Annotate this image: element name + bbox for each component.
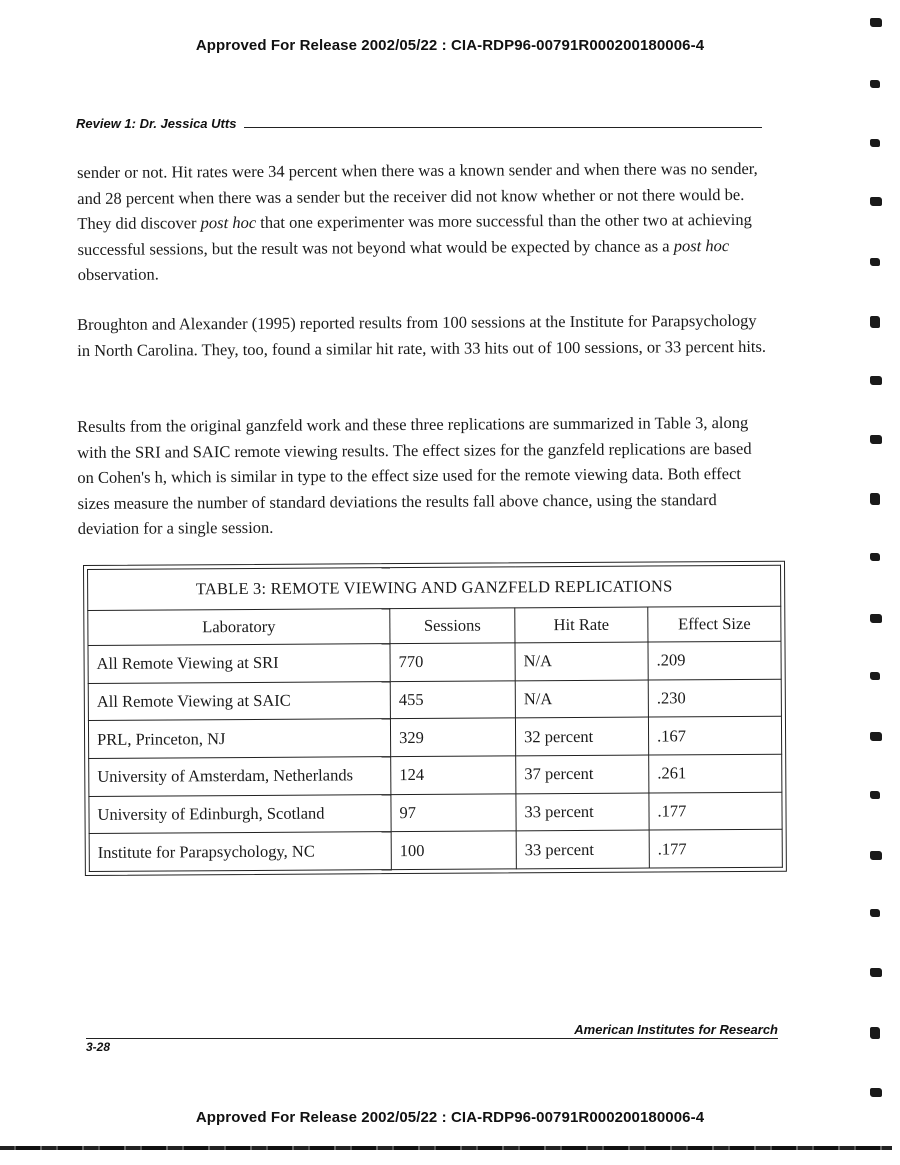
cell-laboratory: All Remote Viewing at SAIC (88, 681, 390, 721)
cell-sessions: 770 (390, 643, 515, 681)
scan-margin-mark (870, 493, 880, 505)
paragraph-summary: Results from the original ganzfeld work and these three replications are summarized in Table 3, along with the SRI and SAIC remote viewing results. The effect sizes for the ganzfeld replications are based on Cohen's h, which is similar in type to the effect size used for the remote viewing data. Both effect sizes measure the number of standard deviations the results fall above chance, using the standard deviation for a single session. (77, 412, 752, 538)
paragraph-text: sender or not. Hit rates were 34 percent when there was a known sender and when there was no sender, and 28 percent when there was a sender but the receiver did not know whether or not there would be. They did discover (77, 158, 758, 233)
running-header-text: Review 1: Dr. Jessica Utts (76, 116, 237, 131)
scan-margin-mark (870, 316, 880, 328)
release-stamp-bottom: Approved For Release 2002/05/22 : CIA-RDP96-00791R000200180006-4 (195, 1109, 705, 1126)
scan-edge-strip (0, 1146, 892, 1150)
table-row (89, 792, 782, 834)
scan-margin-mark (870, 851, 882, 860)
column-header-hit-rate: Hit Rate (515, 607, 648, 643)
scan-margin-mark (870, 80, 880, 88)
table-caption: TABLE 3: REMOTE VIEWING AND GANZFELD REPLICATIONS (88, 565, 781, 610)
scan-margin-mark (870, 553, 880, 561)
cell-sessions: 329 (390, 718, 515, 756)
cell-hit-rate: 32 percent (515, 717, 648, 755)
scan-margin-mark (870, 139, 880, 147)
scan-margin-mark (870, 614, 882, 623)
release-stamp-top: Approved For Release 2002/05/22 : CIA-RDP96-00791R000200180006-4 (195, 37, 705, 54)
cell-effect-size: .261 (649, 754, 782, 792)
cell-hit-rate: 33 percent (516, 793, 649, 831)
replications-table (87, 565, 783, 872)
cell-hit-rate: N/A (515, 642, 648, 680)
table-row (88, 679, 781, 721)
publisher-name: American Institutes for Research (574, 1022, 778, 1037)
cell-laboratory: University of Amsterdam, Netherlands (89, 757, 391, 797)
page-footer (86, 1022, 778, 1054)
column-header-effect-size: Effect Size (648, 606, 781, 642)
italic-term: post hoc (200, 212, 257, 233)
paragraph-ganzfeld-results (77, 156, 768, 288)
scan-margin-mark (870, 1088, 882, 1097)
scan-margin-mark (870, 791, 880, 799)
table-caption-row (88, 565, 781, 610)
table-row (89, 754, 782, 796)
italic-term: post hoc (673, 235, 730, 255)
scan-margin-mark (870, 968, 882, 977)
header-rule (244, 127, 762, 128)
cell-laboratory: University of Edinburgh, Scotland (89, 794, 391, 834)
running-header (76, 116, 762, 131)
cell-effect-size: .167 (648, 717, 781, 755)
cell-hit-rate: 37 percent (516, 755, 649, 793)
replications-table-frame (83, 561, 787, 876)
scan-margin-mark (870, 258, 880, 266)
table-header-row (88, 606, 781, 645)
cell-sessions: 455 (390, 681, 515, 719)
footer-rule (86, 1038, 778, 1039)
cell-effect-size: .177 (649, 792, 782, 830)
column-header-sessions: Sessions (390, 608, 515, 644)
table-row (88, 641, 781, 683)
scan-margin-mark (870, 376, 882, 385)
cell-sessions: 124 (391, 756, 516, 794)
cell-laboratory: PRL, Princeton, NJ (88, 719, 390, 759)
cell-laboratory: Institute for Parapsychology, NC (89, 832, 391, 872)
cell-effect-size: .209 (648, 641, 781, 679)
cell-effect-size: .230 (648, 679, 781, 717)
scan-margin-mark (870, 672, 880, 680)
cell-effect-size: .177 (649, 830, 782, 869)
cell-laboratory: All Remote Viewing at SRI (88, 644, 390, 684)
scan-margin-mark (870, 732, 882, 741)
paragraph-text: observation. (77, 264, 159, 284)
cell-sessions: 100 (391, 831, 516, 869)
table-row (88, 717, 781, 759)
scan-margin-mark (870, 18, 882, 27)
scan-margin-mark (870, 909, 880, 917)
paragraph-text: that one experimenter was more successful than the other two at achieving successful sessions, but the result was not beyond what would be expected by chance as a (77, 209, 752, 259)
scan-margin-mark (870, 435, 882, 444)
cell-sessions: 97 (391, 793, 516, 831)
table-row (89, 830, 782, 872)
scan-margin-mark (870, 197, 882, 206)
paragraph-broughton: Broughton and Alexander (1995) reported results from 100 sessions at the Institute for Parapsychology in North Carolina. They, too, found a similar hit rate, with 33 hits out of 100 sessions, or 33 percent hits. (77, 310, 767, 360)
page-number: 3-28 (86, 1040, 111, 1054)
scan-margin-mark (870, 1027, 880, 1039)
column-header-laboratory: Laboratory (88, 609, 390, 646)
cell-hit-rate: 33 percent (516, 830, 649, 869)
cell-hit-rate: N/A (515, 680, 648, 718)
